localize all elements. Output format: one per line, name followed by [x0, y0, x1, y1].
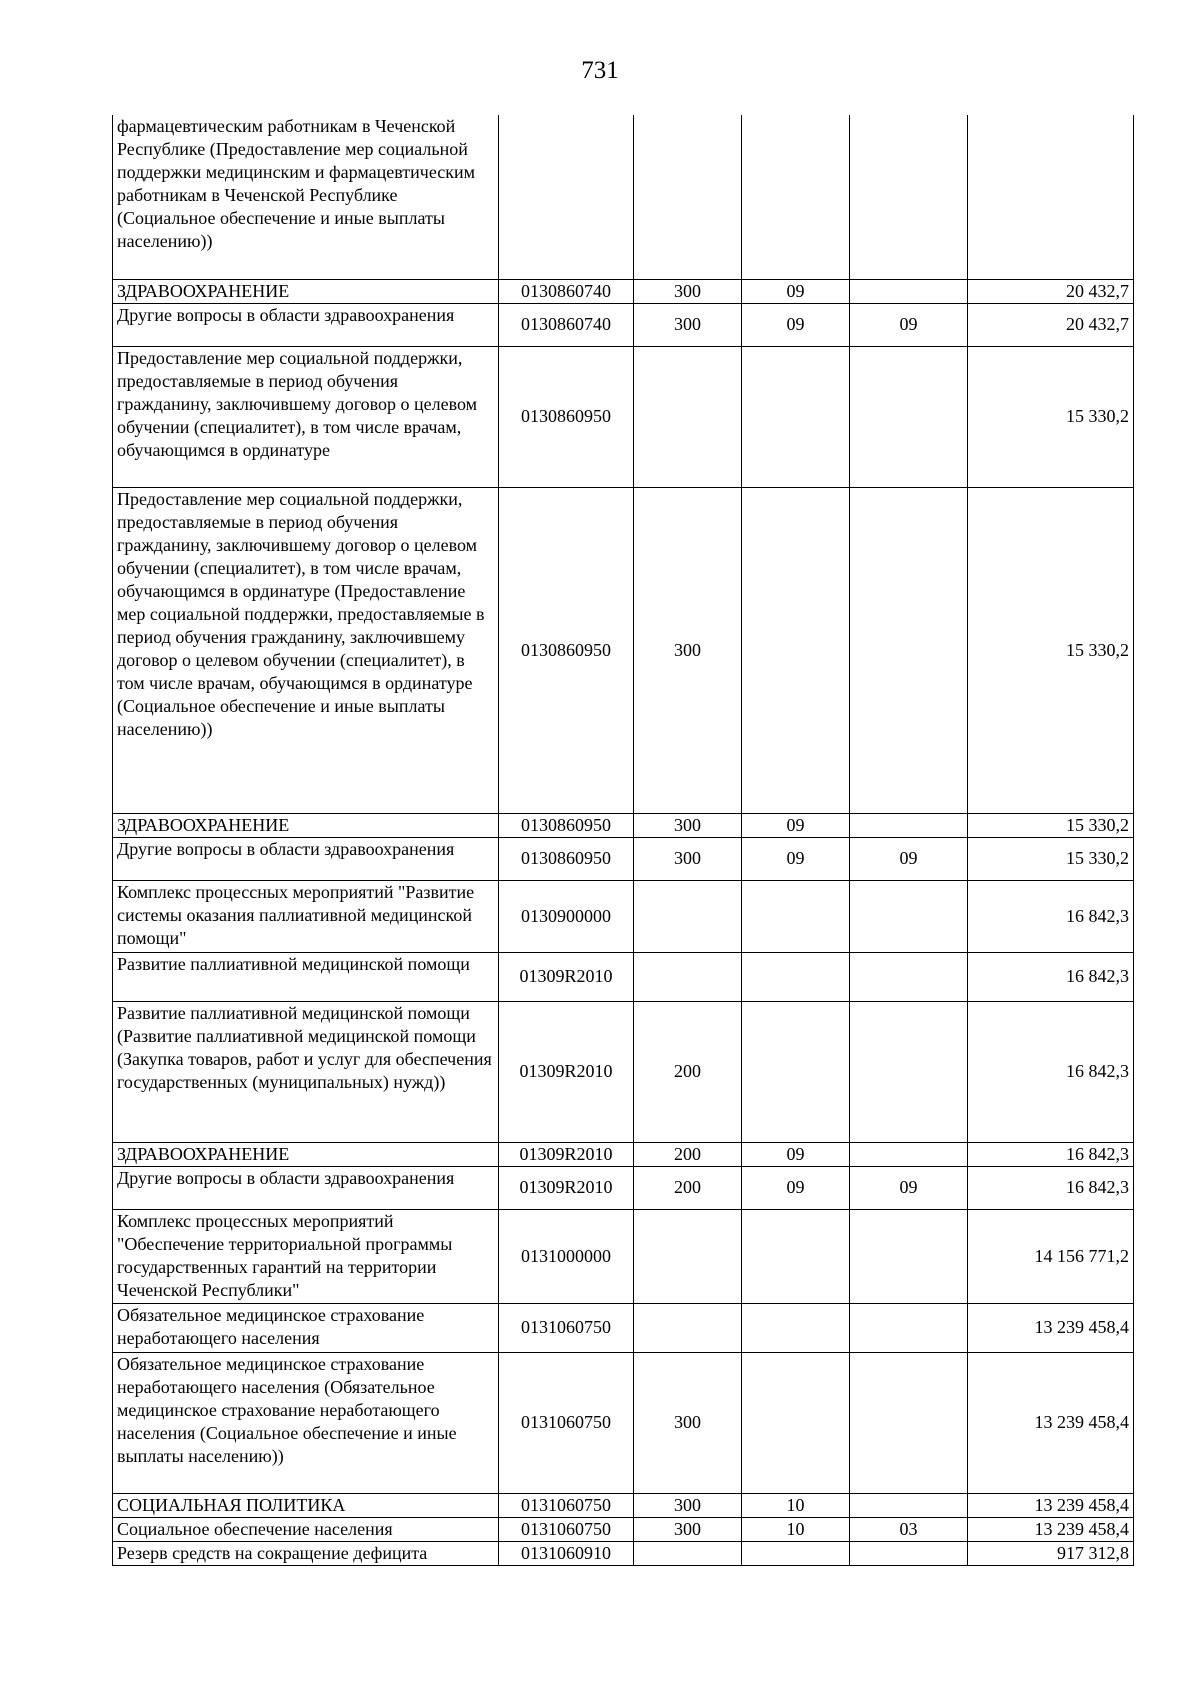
- row-name: Социальное обеспечение населения: [113, 1517, 499, 1541]
- row-amount: 20 432,7: [968, 279, 1134, 303]
- row-amount: 16 842,3: [968, 1142, 1134, 1166]
- row-amount: 20 432,7: [968, 303, 1134, 346]
- row-name: ЗДРАВООХРАНЕНИЕ: [113, 813, 499, 837]
- row-subsection: 09: [850, 837, 968, 880]
- row-name: Другие вопросы в области здравоохранения: [113, 1166, 499, 1209]
- row-subsection: [850, 1209, 968, 1303]
- row-section: [742, 487, 850, 813]
- row-amount: 15 330,2: [968, 837, 1134, 880]
- table-row: [113, 303, 1134, 346]
- row-subsection: [850, 1541, 968, 1565]
- table-row: [113, 1517, 1134, 1541]
- row-code: 0131060910: [499, 1541, 634, 1565]
- table-row: [113, 1209, 1134, 1303]
- row-name: ЗДРАВООХРАНЕНИЕ: [113, 1142, 499, 1166]
- row-amount: 13 239 458,4: [968, 1493, 1134, 1517]
- row-amount: 13 239 458,4: [968, 1517, 1134, 1541]
- row-name: Комплекс процессных мероприятий "Обеспечение территориальной программы государственных гарантий на территории Чеченской Республики": [113, 1209, 499, 1303]
- row-code: 0130860950: [499, 487, 634, 813]
- row-amount: 13 239 458,4: [968, 1352, 1134, 1493]
- row-amount: 16 842,3: [968, 1001, 1134, 1142]
- row-name: фармацевтическим работникам в Чеченской Республике (Предоставление мер социальной поддержки медицинским и фармацевтическим работникам в Чеченской Республике (Социальное обеспечение и иные выплаты населению)): [113, 115, 499, 279]
- row-name: Обязательное медицинское страхование неработающего населения: [113, 1303, 499, 1352]
- row-expense-type: 300: [634, 487, 742, 813]
- row-code: 0130900000: [499, 880, 634, 952]
- row-expense-type: 300: [634, 1517, 742, 1541]
- row-section: 09: [742, 1142, 850, 1166]
- row-amount: 13 239 458,4: [968, 1303, 1134, 1352]
- table-row: [113, 487, 1134, 813]
- row-code: 0130860950: [499, 837, 634, 880]
- row-expense-type: 300: [634, 813, 742, 837]
- row-code: 0130860740: [499, 303, 634, 346]
- row-name: Обязательное медицинское страхование неработающего населения (Обязательное медицинское страхование неработающего населения (Социальное обеспечение и иные выплаты населению)): [113, 1352, 499, 1493]
- row-expense-type: [634, 1303, 742, 1352]
- row-code: 0131000000: [499, 1209, 634, 1303]
- row-subsection: [850, 1142, 968, 1166]
- row-code: 0130860950: [499, 346, 634, 487]
- row-expense-type: 200: [634, 1166, 742, 1209]
- row-code: [499, 115, 634, 279]
- row-code: 0131060750: [499, 1493, 634, 1517]
- row-subsection: [850, 1001, 968, 1142]
- row-amount: 917 312,8: [968, 1541, 1134, 1565]
- row-section: [742, 1209, 850, 1303]
- row-subsection: [850, 115, 968, 279]
- row-section: 09: [742, 813, 850, 837]
- table-row: [113, 952, 1134, 1001]
- row-amount: 16 842,3: [968, 880, 1134, 952]
- row-expense-type: [634, 1541, 742, 1565]
- row-amount: 15 330,2: [968, 813, 1134, 837]
- row-subsection: [850, 1352, 968, 1493]
- table-row: [113, 1493, 1134, 1517]
- row-expense-type: [634, 1209, 742, 1303]
- row-name: Другие вопросы в области здравоохранения: [113, 837, 499, 880]
- row-section: 10: [742, 1493, 850, 1517]
- row-expense-type: [634, 880, 742, 952]
- row-subsection: [850, 1493, 968, 1517]
- row-name: Другие вопросы в области здравоохранения: [113, 303, 499, 346]
- row-subsection: [850, 346, 968, 487]
- row-section: 10: [742, 1517, 850, 1541]
- row-section: [742, 1541, 850, 1565]
- row-expense-type: 300: [634, 303, 742, 346]
- row-section: [742, 1303, 850, 1352]
- row-name: Развитие паллиативной медицинской помощи (Развитие паллиативной медицинской помощи (Закупка товаров, работ и услуг для обеспечения государственных (муниципальных) нужд)): [113, 1001, 499, 1142]
- row-subsection: 03: [850, 1517, 968, 1541]
- row-amount: 15 330,2: [968, 487, 1134, 813]
- row-section: 09: [742, 303, 850, 346]
- row-section: 09: [742, 279, 850, 303]
- row-name: Предоставление мер социальной поддержки, предоставляемые в период обучения гражданину, заключившему договор о целевом обучении (специалитет), в том числе врачам, обучающимся в ординатуре: [113, 346, 499, 487]
- row-amount: 16 842,3: [968, 952, 1134, 1001]
- row-expense-type: [634, 346, 742, 487]
- row-amount: 14 156 771,2: [968, 1209, 1134, 1303]
- table-row: [113, 346, 1134, 487]
- page-number: 731: [581, 57, 619, 84]
- row-amount: 16 842,3: [968, 1166, 1134, 1209]
- table-row: [113, 880, 1134, 952]
- table-row: [113, 1142, 1134, 1166]
- table-row: [113, 1352, 1134, 1493]
- row-subsection: [850, 1303, 968, 1352]
- row-amount: 15 330,2: [968, 346, 1134, 487]
- row-name: ЗДРАВООХРАНЕНИЕ: [113, 279, 499, 303]
- row-subsection: [850, 487, 968, 813]
- row-subsection: 09: [850, 303, 968, 346]
- table-row: [113, 837, 1134, 880]
- table-row: [113, 1166, 1134, 1209]
- row-code: 01309R2010: [499, 1001, 634, 1142]
- row-subsection: [850, 813, 968, 837]
- row-section: 09: [742, 1166, 850, 1209]
- row-expense-type: 200: [634, 1001, 742, 1142]
- row-section: [742, 115, 850, 279]
- row-expense-type: 300: [634, 279, 742, 303]
- table-row: [113, 115, 1134, 279]
- row-expense-type: 200: [634, 1142, 742, 1166]
- table-row: [113, 1541, 1134, 1565]
- row-subsection: 09: [850, 1166, 968, 1209]
- row-section: [742, 880, 850, 952]
- row-code: 01309R2010: [499, 1166, 634, 1209]
- row-subsection: [850, 880, 968, 952]
- table-row: [113, 1001, 1134, 1142]
- row-name: Комплекс процессных мероприятий "Развитие системы оказания паллиативной медицинской помощи": [113, 880, 499, 952]
- row-code: 0131060750: [499, 1303, 634, 1352]
- row-expense-type: 300: [634, 1352, 742, 1493]
- table-row: [113, 279, 1134, 303]
- table-row: [113, 1303, 1134, 1352]
- row-code: 0131060750: [499, 1517, 634, 1541]
- row-code: 0130860740: [499, 279, 634, 303]
- row-subsection: [850, 952, 968, 1001]
- budget-table: [112, 115, 1134, 1566]
- row-code: 0131060750: [499, 1352, 634, 1493]
- row-code: 01309R2010: [499, 952, 634, 1001]
- row-expense-type: 300: [634, 1493, 742, 1517]
- row-name: Развитие паллиативной медицинской помощи: [113, 952, 499, 1001]
- row-section: [742, 952, 850, 1001]
- row-name: Предоставление мер социальной поддержки, предоставляемые в период обучения гражданину, заключившему договор о целевом обучении (специалитет), в том числе врачам, обучающимся в ординатуре (Предоставление мер социальной поддержки, предоставляемые в период обучения гражданину, заключившему договор о целевом обучении (специалитет), в том числе врачам, обучающимся в ординатуре (Социальное обеспечение и иные выплаты населению)): [113, 487, 499, 813]
- table-row: [113, 813, 1134, 837]
- row-subsection: [850, 279, 968, 303]
- row-name: СОЦИАЛЬНАЯ ПОЛИТИКА: [113, 1493, 499, 1517]
- row-section: [742, 346, 850, 487]
- row-expense-type: [634, 952, 742, 1001]
- row-code: 0130860950: [499, 813, 634, 837]
- row-expense-type: 300: [634, 837, 742, 880]
- row-section: [742, 1001, 850, 1142]
- row-section: [742, 1352, 850, 1493]
- row-section: 09: [742, 837, 850, 880]
- row-code: 01309R2010: [499, 1142, 634, 1166]
- row-amount: [968, 115, 1134, 279]
- row-expense-type: [634, 115, 742, 279]
- row-name: Резерв средств на сокращение дефицита: [113, 1541, 499, 1565]
